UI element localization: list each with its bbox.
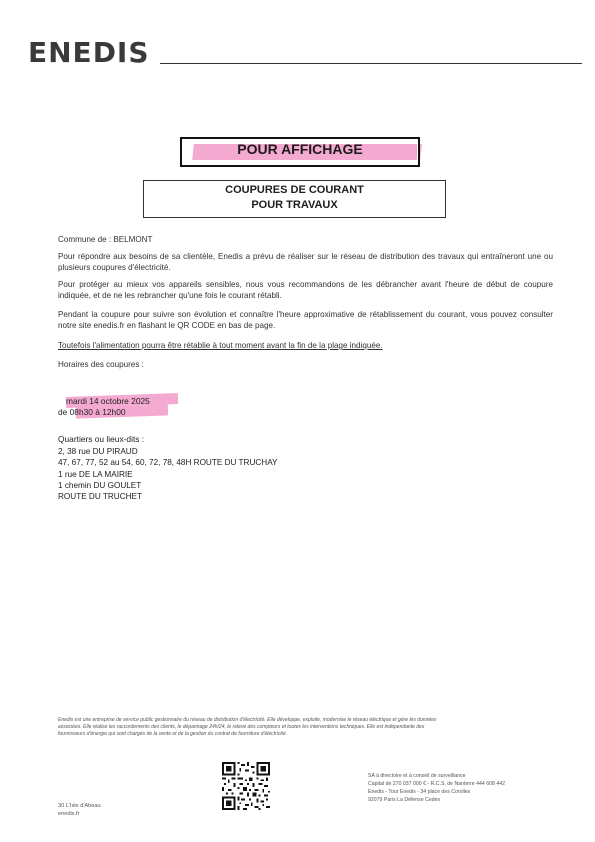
schedule-date: mardi 14 octobre 2025 [66,396,150,406]
qr-code-icon[interactable] [222,762,270,810]
paragraph-2: Pour protéger au mieux vos appareils sensibles, nous vous recommandons de les débrancher avant l'heure de début de coupure indiquée, et de ne les rebrancher qu'une fois le courant rétabli. [58,280,553,301]
quartier-item: 1 chemin DU GOULET [58,480,142,490]
quartier-item: 1 rue DE LA MAIRIE [58,469,133,479]
footer-location: 30 L'Isle d'Abeau [58,803,101,809]
footer-company-type: SA à directoire et à conseil de surveillance [368,773,466,779]
paragraph-1: Pour répondre aux besoins de sa clientèle, Enedis a prévu de réaliser sur le réseau de distribution des travaux qui entraîneront une ou plusieurs coupures d'électricité. [58,252,553,273]
horaires-label: Horaires des coupures : [58,360,144,369]
legal-line-3: fournisseurs d'énergie qui sont chargés de la vente et de la gestion du contrat de fourniture d'électricité. [58,731,287,737]
legal-line-2: associées. Elle réalise les raccordements des clients, le dépannage 24h/24, le relevé des compteurs et toutes les interventions techniques. Elle est indépendante des [58,724,425,730]
enedis-logo: ENEDIS [28,36,150,69]
quartier-item: 47, 67, 77, 52 au 54, 60, 72, 78, 48H ROUTE DU TRUCHAY [58,458,278,468]
affichage-label: POUR AFFICHAGE [237,141,363,157]
header-rule [160,63,582,64]
quartier-item: 2, 38 rue DU PIRAUD [58,447,138,456]
schedule-time: de 08h30 à 12h00 [58,407,126,417]
title-line-2: POUR TRAVAUX [251,199,338,211]
quartiers-list [58,446,278,502]
footer-city: 92079 Paris La Défense Cedex [368,797,441,803]
legal-notice [58,717,558,738]
quartiers-label: Quartiers ou lieux-dits : [58,434,145,444]
footer-address-right [368,772,505,804]
footer-website-link[interactable]: enedis.fr [58,811,80,817]
legal-line-1: Enedis est une entreprise de service public gestionnaire du réseau de distribution d'électricité. Elle développe, exploite, modernise le réseau électrique et gère les données [58,717,437,723]
footer-company-address: Enedis - Tour Enedis - 34 place des Corolles [368,789,471,795]
commune: Commune de : BELMONT [58,235,153,244]
quartier-item: ROUTE DU TRUCHET [58,492,142,502]
paragraph-4: Toutefois l'alimentation pourra être rétablie à tout moment avant la fin de la plage indiquée. [58,341,383,350]
footer-address-left [58,802,101,818]
title-line-1: COUPURES DE COURANT [225,184,364,196]
paragraph-3: Pendant la coupure pour suivre son évolution et connaître l'heure approximative de rétablissement du courant, vous pouvez consulter notre site enedis.fr en flashant le QR CODE en bas de page. [58,310,553,331]
footer-capital: Capital de 270 037 000 € - R.C.S. de Nanterre 444 608 442 [368,781,505,787]
